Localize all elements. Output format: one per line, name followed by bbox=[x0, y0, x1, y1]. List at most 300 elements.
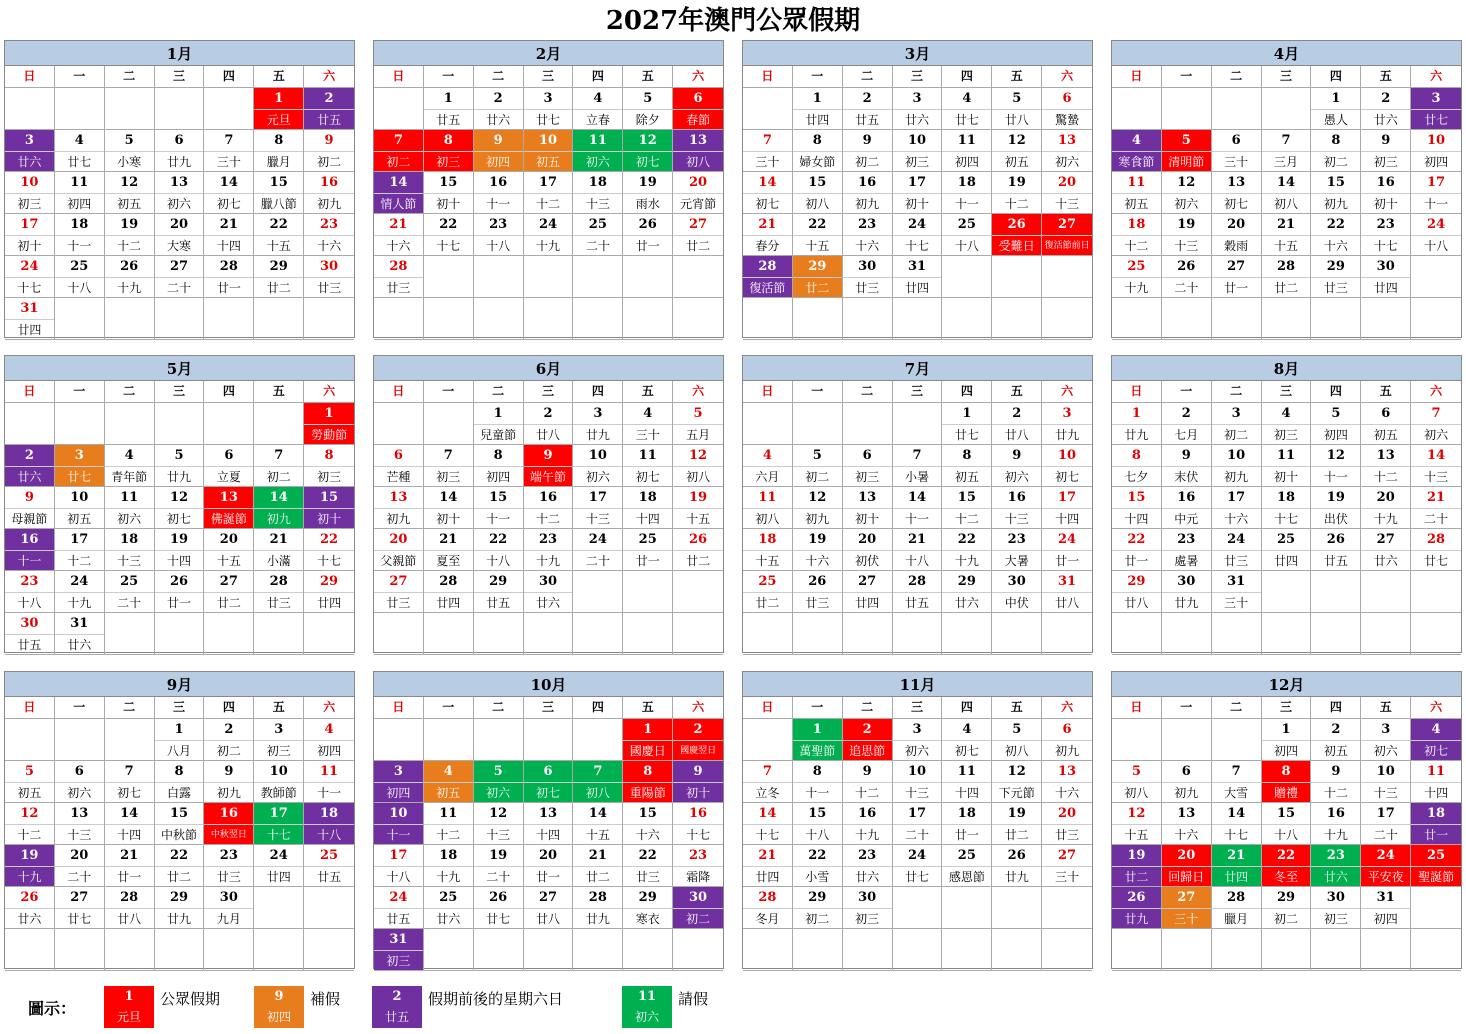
day-cell bbox=[843, 887, 893, 929]
lunar-date: 廿五 bbox=[386, 912, 411, 926]
day-cell bbox=[424, 761, 474, 803]
day-cell bbox=[5, 887, 55, 929]
day-cell bbox=[942, 403, 992, 445]
day-number: 13 bbox=[1162, 803, 1211, 825]
empty-cell bbox=[793, 929, 843, 971]
day-cell bbox=[374, 929, 424, 971]
lunar-date: 兒童節 bbox=[480, 428, 517, 442]
day-number: 8 bbox=[474, 445, 523, 467]
day-grid bbox=[5, 719, 354, 971]
day-cell bbox=[524, 88, 574, 130]
day-cell bbox=[524, 214, 574, 256]
day-number: 11 bbox=[1262, 445, 1311, 467]
day-number: 17 bbox=[55, 529, 104, 551]
lunar-date: 初四 bbox=[1273, 744, 1298, 758]
lunar-date: 立冬 bbox=[755, 786, 780, 800]
day-cell bbox=[573, 487, 623, 529]
lunar-date: 初六 bbox=[117, 512, 142, 526]
day-number: 12 bbox=[793, 487, 842, 509]
day-cell bbox=[992, 445, 1042, 487]
empty-cell bbox=[5, 88, 55, 130]
empty-cell bbox=[793, 403, 843, 445]
lunar-date: 廿三 bbox=[1055, 828, 1080, 842]
lunar-date: 十一 bbox=[386, 828, 411, 842]
day-number: 4 bbox=[942, 719, 991, 741]
weekday-header: 六 bbox=[1061, 69, 1074, 83]
empty-cell bbox=[1212, 613, 1262, 655]
lunar-date: 初二 bbox=[1323, 155, 1348, 169]
day-cell bbox=[843, 487, 893, 529]
day-number: 27 bbox=[1162, 887, 1211, 909]
day-cell bbox=[893, 445, 943, 487]
lunar-date: 白露 bbox=[166, 786, 191, 800]
lunar-date: 廿二 bbox=[266, 281, 291, 295]
day-number: 23 bbox=[204, 845, 253, 867]
lunar-date: 廿六 bbox=[1373, 554, 1398, 568]
lunar-date: 十八 bbox=[317, 828, 342, 842]
day-number: 3 bbox=[1212, 403, 1261, 425]
day-cell bbox=[893, 803, 943, 845]
day-number: 15 bbox=[793, 803, 842, 825]
day-number: 5 bbox=[673, 403, 723, 425]
legend-label-public-holiday: 公眾假期 bbox=[160, 990, 221, 1008]
day-cell bbox=[204, 761, 254, 803]
lunar-date: 初七 bbox=[755, 197, 780, 211]
day-cell bbox=[942, 172, 992, 214]
lunar-date: 廿五 bbox=[486, 596, 511, 610]
lunar-date: 十九 bbox=[1124, 281, 1149, 295]
day-cell bbox=[893, 529, 943, 571]
weekday-header: 三 bbox=[155, 697, 205, 718]
day-number: 30 bbox=[304, 256, 354, 278]
day-number: 17 bbox=[893, 172, 942, 194]
day-cell bbox=[204, 571, 254, 613]
weekday-header: 四 bbox=[1311, 697, 1361, 718]
day-number: 6 bbox=[1361, 403, 1410, 425]
lunar-date: 十一 bbox=[17, 554, 42, 568]
weekday-header: 日 bbox=[374, 381, 424, 402]
weekday-header: 一 bbox=[793, 66, 843, 87]
lunar-date: 寒衣 bbox=[635, 912, 660, 926]
day-number: 22 bbox=[1262, 845, 1311, 867]
day-cell bbox=[105, 130, 155, 172]
day-cell bbox=[1262, 172, 1312, 214]
lunar-date: 國慶翌日 bbox=[680, 746, 717, 756]
empty-cell bbox=[5, 403, 55, 445]
day-number: 5 bbox=[1112, 761, 1161, 783]
day-number: 25 bbox=[623, 529, 672, 551]
weekday-header: 三 bbox=[524, 381, 574, 402]
day-number: 21 bbox=[1411, 487, 1461, 509]
day-cell bbox=[155, 256, 205, 298]
empty-cell bbox=[623, 929, 673, 971]
day-cell bbox=[1042, 445, 1092, 487]
day-number: 6 bbox=[55, 761, 104, 783]
day-number: 20 bbox=[204, 529, 253, 551]
lunar-date: 初三 bbox=[17, 197, 42, 211]
day-cell bbox=[155, 845, 205, 887]
day-number: 29 bbox=[1112, 571, 1161, 593]
day-cell bbox=[105, 761, 155, 803]
day-cell bbox=[1042, 761, 1092, 803]
day-cell bbox=[743, 845, 793, 887]
day-number: 8 bbox=[1112, 445, 1161, 467]
day-number: 22 bbox=[424, 214, 473, 236]
day-number: 1 bbox=[1112, 403, 1161, 425]
day-cell bbox=[843, 172, 893, 214]
lunar-date: 十九 bbox=[855, 828, 880, 842]
day-cell bbox=[1212, 571, 1262, 613]
day-cell bbox=[524, 887, 574, 929]
day-number: 21 bbox=[1262, 214, 1311, 236]
lunar-date: 十一 bbox=[954, 197, 979, 211]
weekday-header: 三 bbox=[1262, 697, 1312, 718]
day-cell bbox=[524, 130, 574, 172]
day-number: 1 bbox=[623, 719, 672, 741]
day-cell bbox=[1311, 719, 1361, 761]
day-cell bbox=[573, 172, 623, 214]
day-number: 23 bbox=[992, 529, 1041, 551]
weekday-header: 五 bbox=[254, 381, 304, 402]
day-cell bbox=[793, 172, 843, 214]
month-calendar bbox=[373, 671, 724, 969]
day-cell bbox=[524, 487, 574, 529]
lunar-date: 七夕 bbox=[1124, 470, 1149, 484]
lunar-date: 十六 bbox=[1174, 828, 1199, 842]
day-number: 11 bbox=[105, 487, 154, 509]
day-cell bbox=[673, 403, 723, 445]
day-number: 19 bbox=[793, 529, 842, 551]
weekday-header: 四 bbox=[942, 66, 992, 87]
day-number: 18 bbox=[1411, 803, 1461, 825]
day-number: 11 bbox=[55, 172, 104, 194]
day-number: 26 bbox=[623, 214, 672, 236]
month-calendar bbox=[373, 355, 724, 653]
lunar-date: 初十 bbox=[1273, 470, 1298, 484]
day-cell bbox=[942, 761, 992, 803]
empty-cell bbox=[992, 256, 1042, 298]
day-cell bbox=[673, 445, 723, 487]
day-cell bbox=[424, 887, 474, 929]
day-number: 28 bbox=[204, 256, 253, 278]
day-number: 19 bbox=[673, 487, 723, 509]
lunar-date: 二十 bbox=[166, 281, 191, 295]
day-cell bbox=[424, 803, 474, 845]
empty-cell bbox=[1042, 887, 1092, 929]
day-cell bbox=[1361, 719, 1411, 761]
lunar-date: 初十 bbox=[436, 197, 461, 211]
empty-cell bbox=[474, 613, 524, 655]
empty-cell bbox=[1112, 719, 1162, 761]
lunar-date: 芒種 bbox=[386, 470, 411, 484]
day-number: 16 bbox=[843, 172, 892, 194]
day-cell bbox=[474, 571, 524, 613]
day-cell bbox=[1162, 571, 1212, 613]
lunar-date: 初三 bbox=[1373, 155, 1398, 169]
day-number: 12 bbox=[992, 761, 1041, 783]
lunar-date: 十二 bbox=[436, 828, 461, 842]
empty-cell bbox=[743, 613, 793, 655]
empty-cell bbox=[573, 929, 623, 971]
day-cell bbox=[424, 529, 474, 571]
day-cell bbox=[1042, 803, 1092, 845]
empty-cell bbox=[424, 929, 474, 971]
day-number: 6 bbox=[673, 88, 723, 110]
weekday-header-row bbox=[5, 66, 354, 88]
day-cell bbox=[155, 571, 205, 613]
lunar-date: 廿八 bbox=[535, 912, 560, 926]
day-cell bbox=[304, 130, 354, 172]
day-cell bbox=[1042, 172, 1092, 214]
empty-cell bbox=[204, 613, 254, 655]
lunar-date: 初六 bbox=[1424, 428, 1449, 442]
day-number: 10 bbox=[524, 130, 573, 152]
day-cell bbox=[623, 130, 673, 172]
lunar-date: 十二 bbox=[954, 512, 979, 526]
day-cell bbox=[743, 487, 793, 529]
lunar-date: 十六 bbox=[1055, 786, 1080, 800]
day-number: 14 bbox=[374, 172, 423, 194]
day-cell bbox=[1112, 214, 1162, 256]
legend-title: 圖示： bbox=[28, 999, 77, 1018]
empty-cell bbox=[105, 929, 155, 971]
empty-cell bbox=[1212, 88, 1262, 130]
weekday-header: 二 bbox=[474, 697, 524, 718]
lunar-date: 小滿 bbox=[266, 554, 291, 568]
day-number: 16 bbox=[1311, 803, 1360, 825]
weekday-header: 三 bbox=[155, 66, 205, 87]
lunar-date: 十二 bbox=[1323, 786, 1348, 800]
day-number: 21 bbox=[573, 845, 622, 867]
legend-label-compensatory: 補假 bbox=[310, 990, 341, 1008]
day-number: 14 bbox=[424, 487, 473, 509]
day-cell bbox=[1411, 172, 1461, 214]
day-cell bbox=[304, 88, 354, 130]
lunar-date: 廿九 bbox=[1174, 596, 1199, 610]
empty-cell bbox=[374, 613, 424, 655]
lunar-date: 廿八 bbox=[1004, 428, 1029, 442]
lunar-date: 廿七 bbox=[1424, 113, 1449, 127]
day-cell bbox=[1042, 130, 1092, 172]
day-number: 16 bbox=[5, 529, 54, 551]
day-number: 2 bbox=[474, 88, 523, 110]
day-number: 15 bbox=[424, 172, 473, 194]
day-cell bbox=[155, 887, 205, 929]
empty-cell bbox=[254, 929, 304, 971]
day-cell bbox=[204, 445, 254, 487]
weekday-header: 五 bbox=[254, 697, 304, 718]
day-number: 30 bbox=[1311, 887, 1360, 909]
day-cell bbox=[5, 130, 55, 172]
day-cell bbox=[55, 487, 105, 529]
day-cell bbox=[105, 529, 155, 571]
lunar-date: 廿三 bbox=[1224, 554, 1249, 568]
empty-cell bbox=[424, 256, 474, 298]
lunar-date: 廿七 bbox=[954, 428, 979, 442]
lunar-date: 小雪 bbox=[805, 870, 830, 884]
weekday-header: 四 bbox=[573, 697, 623, 718]
day-cell bbox=[1212, 487, 1262, 529]
weekday-header: 五 bbox=[1361, 381, 1411, 402]
weekday-header: 日 bbox=[1112, 697, 1162, 718]
empty-cell bbox=[1042, 613, 1092, 655]
lunar-date: 十八 bbox=[954, 239, 979, 253]
day-cell bbox=[474, 214, 524, 256]
day-number: 14 bbox=[743, 172, 792, 194]
lunar-date: 廿五 bbox=[436, 113, 461, 127]
lunar-date: 廿二 bbox=[1124, 870, 1149, 884]
weekday-header: 六 bbox=[323, 384, 336, 398]
day-number: 22 bbox=[793, 214, 842, 236]
weekday-header: 四 bbox=[204, 697, 254, 718]
empty-cell bbox=[474, 929, 524, 971]
lunar-date: 十六 bbox=[635, 828, 660, 842]
day-number: 5 bbox=[1162, 130, 1211, 152]
day-cell bbox=[893, 88, 943, 130]
empty-cell bbox=[155, 403, 205, 445]
day-number: 1 bbox=[1311, 88, 1360, 110]
lunar-date: 十六 bbox=[386, 239, 411, 253]
empty-cell bbox=[1042, 298, 1092, 340]
lunar-date: 穀雨 bbox=[1224, 239, 1249, 253]
day-number: 19 bbox=[105, 214, 154, 236]
day-cell bbox=[1262, 529, 1312, 571]
day-cell bbox=[673, 761, 723, 803]
lunar-date: 中秋節 bbox=[160, 828, 197, 842]
day-number: 21 bbox=[1212, 845, 1261, 867]
day-number: 6 bbox=[1042, 719, 1092, 741]
day-number: 16 bbox=[524, 487, 573, 509]
lunar-date: 中伏 bbox=[1004, 596, 1029, 610]
day-number: 9 bbox=[1361, 130, 1410, 152]
day-cell bbox=[673, 845, 723, 887]
legend bbox=[0, 982, 1466, 1034]
weekday-header: 六 bbox=[1430, 69, 1443, 83]
day-cell bbox=[1411, 719, 1461, 761]
day-number: 27 bbox=[1042, 845, 1092, 867]
day-cell bbox=[374, 172, 424, 214]
lunar-date: 初二 bbox=[216, 744, 241, 758]
lunar-date: 初五 bbox=[17, 786, 42, 800]
weekday-header: 二 bbox=[474, 66, 524, 87]
day-number: 28 bbox=[254, 571, 303, 593]
day-cell bbox=[1262, 487, 1312, 529]
lunar-date: 國慶日 bbox=[629, 744, 666, 758]
day-number: 21 bbox=[374, 214, 423, 236]
day-number: 2 bbox=[992, 403, 1041, 425]
day-cell bbox=[304, 803, 354, 845]
day-cell bbox=[1262, 214, 1312, 256]
day-number: 15 bbox=[1262, 803, 1311, 825]
day-number: 20 bbox=[1162, 845, 1211, 867]
day-cell bbox=[743, 130, 793, 172]
day-cell bbox=[304, 403, 354, 445]
day-number: 12 bbox=[5, 803, 54, 825]
weekday-header: 六 bbox=[692, 69, 705, 83]
lunar-date: 初二 bbox=[1273, 912, 1298, 926]
weekday-header: 三 bbox=[893, 697, 943, 718]
day-number: 19 bbox=[155, 529, 204, 551]
weekday-header: 四 bbox=[573, 381, 623, 402]
lunar-date: 平安夜 bbox=[1367, 870, 1404, 884]
day-number: 29 bbox=[793, 256, 842, 278]
day-number: 20 bbox=[374, 529, 423, 551]
day-number: 23 bbox=[474, 214, 523, 236]
empty-cell bbox=[304, 613, 354, 655]
day-number: 29 bbox=[623, 887, 672, 909]
day-cell bbox=[1262, 256, 1312, 298]
month-calendar bbox=[742, 671, 1093, 969]
day-cell bbox=[1361, 803, 1411, 845]
empty-cell bbox=[524, 719, 574, 761]
empty-cell bbox=[424, 298, 474, 340]
day-cell bbox=[304, 571, 354, 613]
empty-cell bbox=[155, 298, 205, 340]
day-cell bbox=[1162, 887, 1212, 929]
weekday-header: 二 bbox=[1212, 66, 1262, 87]
day-cell bbox=[673, 88, 723, 130]
empty-cell bbox=[204, 88, 254, 130]
weekday-header: 一 bbox=[424, 697, 474, 718]
day-cell bbox=[1311, 529, 1361, 571]
lunar-date: 冬月 bbox=[755, 912, 780, 926]
lunar-date: 三十 bbox=[1174, 912, 1199, 926]
day-number: 23 bbox=[1162, 529, 1211, 551]
day-cell bbox=[743, 256, 793, 298]
day-number: 26 bbox=[992, 214, 1041, 236]
day-cell bbox=[254, 214, 304, 256]
day-cell bbox=[524, 571, 574, 613]
weekday-header: 四 bbox=[1311, 66, 1361, 87]
day-cell bbox=[474, 88, 524, 130]
day-cell bbox=[424, 845, 474, 887]
day-cell bbox=[1112, 403, 1162, 445]
weekday-header: 六 bbox=[692, 700, 705, 714]
lunar-date: 夏至 bbox=[436, 554, 461, 568]
day-cell bbox=[105, 887, 155, 929]
lunar-date: 教師節 bbox=[260, 786, 297, 800]
day-cell bbox=[942, 214, 992, 256]
lunar-date: 十二 bbox=[535, 512, 560, 526]
lunar-date: 初九 bbox=[266, 512, 291, 526]
day-cell bbox=[843, 571, 893, 613]
weekday-header: 六 bbox=[1061, 384, 1074, 398]
day-number: 27 bbox=[155, 256, 204, 278]
empty-cell bbox=[992, 613, 1042, 655]
day-cell bbox=[1411, 88, 1461, 130]
day-number: 3 bbox=[1361, 719, 1410, 741]
empty-cell bbox=[1311, 929, 1361, 971]
day-cell bbox=[254, 130, 304, 172]
day-cell bbox=[793, 571, 843, 613]
day-cell bbox=[424, 130, 474, 172]
legend-swatch-compensatory bbox=[254, 986, 304, 1028]
empty-cell bbox=[374, 88, 424, 130]
lunar-date: 初六 bbox=[1004, 470, 1029, 484]
day-cell bbox=[254, 487, 304, 529]
empty-cell bbox=[992, 887, 1042, 929]
day-cell bbox=[254, 172, 304, 214]
day-number: 22 bbox=[254, 214, 303, 236]
day-cell bbox=[55, 571, 105, 613]
day-cell bbox=[524, 172, 574, 214]
day-number: 16 bbox=[1361, 172, 1410, 194]
day-grid bbox=[1112, 403, 1461, 655]
day-cell bbox=[5, 571, 55, 613]
day-cell bbox=[374, 571, 424, 613]
lunar-date: 十七 bbox=[266, 828, 291, 842]
day-number: 26 bbox=[1112, 887, 1161, 909]
